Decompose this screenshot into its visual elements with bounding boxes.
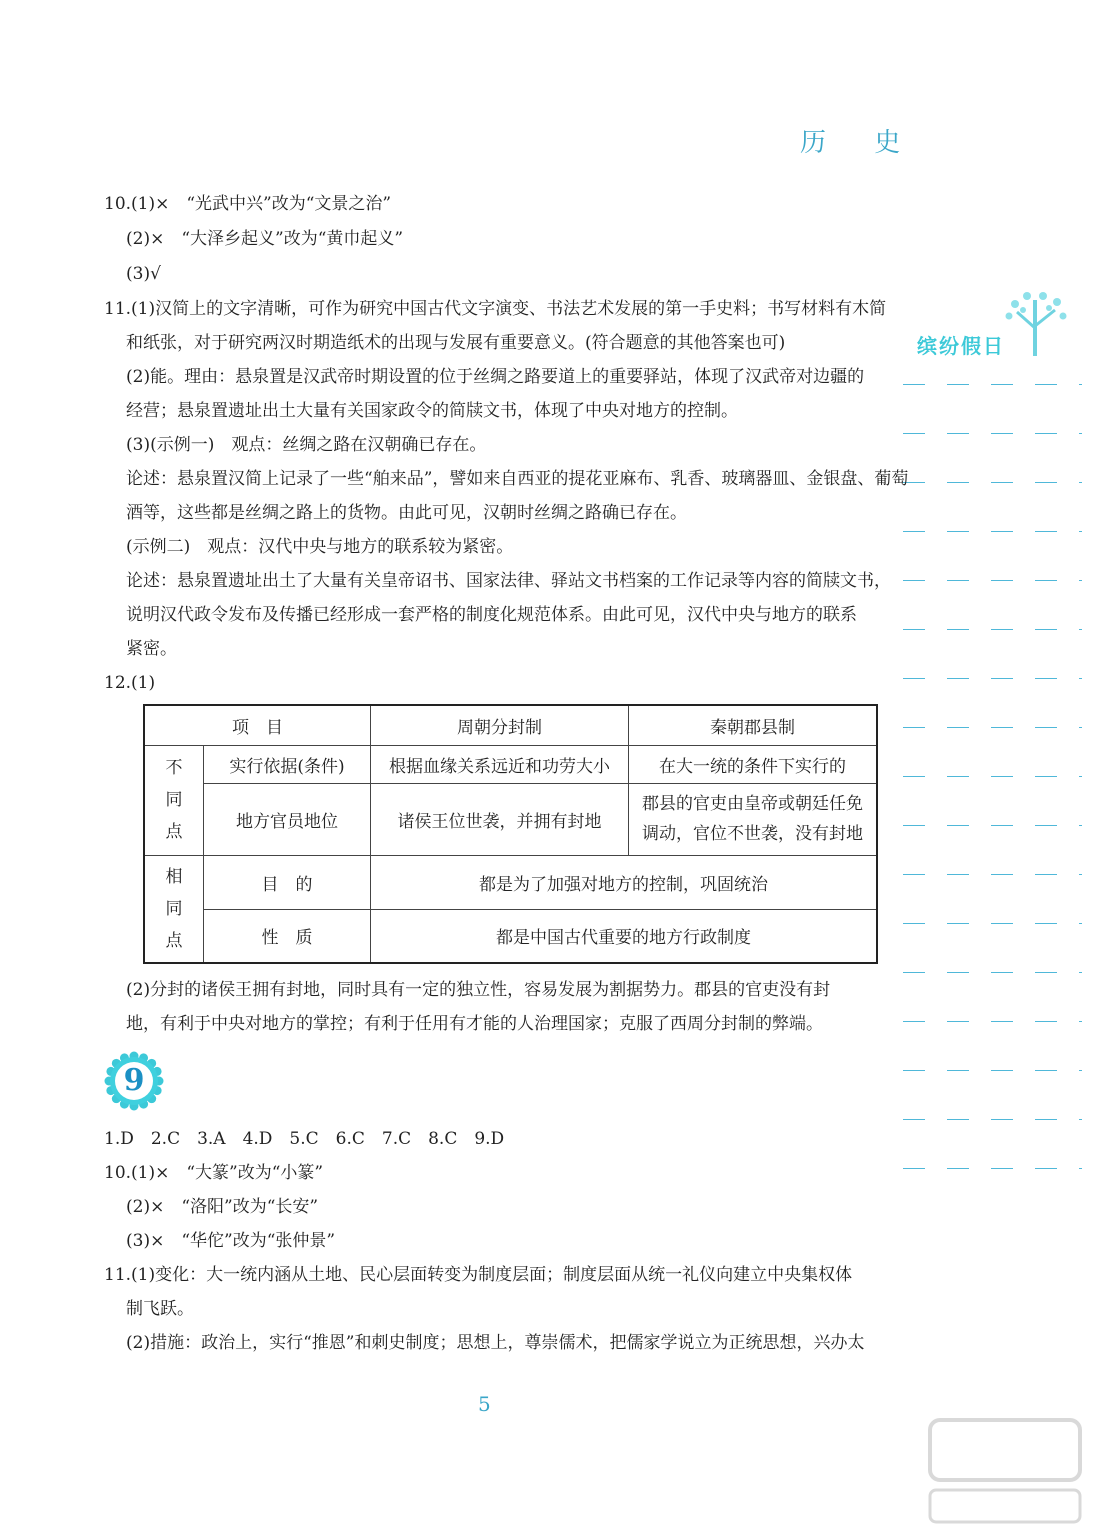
note-line: [903, 972, 1083, 974]
q11-line-5: (3)(示例一) 观点：丝绸之路在汉朝确已存在。: [126, 435, 487, 455]
row2-zhou: 诸侯王位世袭，并拥有封地: [371, 783, 629, 855]
q11-line-2: 和纸张，对于研究两汉时期造纸术的出现与发展有重要意义。(符合题意的其他答案也可): [126, 333, 786, 353]
note-line: [903, 874, 1083, 876]
note-line: [903, 531, 1083, 533]
row3-item: 目 的: [204, 855, 371, 909]
note-line: [903, 1070, 1083, 1072]
note-line: [903, 1168, 1083, 1170]
header-zhou: 周朝分封制: [371, 705, 629, 745]
row1-zhou: 根据血缘关系远近和功劳大小: [371, 745, 629, 783]
brand-text: 缤纷假日: [917, 334, 1005, 358]
q11-line-4: 经营；悬泉置遗址出土大量有关国家政令的简牍文书，体现了中央对地方的控制。: [126, 401, 738, 421]
diff-label-text: 不 同 点: [165, 758, 183, 842]
page-number: 5: [478, 1392, 491, 1416]
row4-item: 性 质: [204, 909, 371, 963]
comparison-table: [143, 704, 878, 964]
sidebar-brand: [905, 290, 1075, 360]
note-line: [903, 727, 1083, 729]
q11-line-3: (2)能。理由：悬泉置是汉武帝时期设置的位于丝绸之路要道上的重要驿站，体现了汉武帝对边疆的: [126, 367, 865, 387]
header-item: 项 目: [144, 705, 371, 745]
table-row: [144, 745, 877, 783]
table-row: [144, 783, 877, 855]
diff-label: [144, 745, 204, 855]
s9-q11-line-1: 11.(1)变化：大一统内涵从土地、民心层面转变为制度层面；制度层面从统一礼仪向建立中央集权体: [104, 1265, 853, 1285]
table-header-row: [144, 705, 877, 745]
q12-label: 12.(1): [104, 673, 156, 693]
row2-qin: 郡县的官吏由皇帝或朝廷任免调动，官位不世袭，没有封地: [629, 783, 878, 855]
s9-q11-line-3: (2)措施：政治上，实行“推恩”和刺史制度；思想上，尊崇儒术，把儒家学说立为正统思想，兴办太: [126, 1333, 865, 1353]
note-line: [903, 1021, 1083, 1023]
note-line: [903, 1119, 1083, 1121]
q12-part2-line-2: 地，有利于中央对地方的掌控；有利于任用有才能的人治理国家；克服了西周分封制的弊端。: [126, 1014, 823, 1034]
row1-item: 实行依据(条件): [204, 745, 371, 783]
section-number-badge: [104, 1051, 164, 1111]
q10-line-2: (2)× “大泽乡起义”改为“黄巾起义”: [126, 229, 404, 249]
s9-q10-line-1: 10.(1)× “大篆”改为“小篆”: [104, 1163, 324, 1183]
q11-line-11: 紧密。: [126, 639, 177, 659]
row2-item: 地方官员地位: [204, 783, 371, 855]
table-row: [144, 855, 877, 909]
s9-q11-line-2: 制飞跃。: [126, 1299, 194, 1319]
note-line: [903, 776, 1083, 778]
q11-line-7: 酒等，这些都是丝绸之路上的货物。由此可见，汉朝时丝绸之路确已存在。: [126, 503, 687, 523]
q10-line-3: (3)√: [126, 264, 161, 284]
table-row: [144, 909, 877, 963]
s9-q10-line-3: (3)× “华佗”改为“张仲景”: [126, 1231, 336, 1251]
q11-line-9: 论述：悬泉置遗址出土了大量有关皇帝诏书、国家法律、驿站文书档案的工作记录等内容的简牍文书，: [126, 571, 891, 591]
note-line: [903, 923, 1083, 925]
q11-line-6: 论述：悬泉置汉简上记录了一些“舶来品”，譬如来自西亚的提花亚麻布、乳香、玻璃器皿、金银盘、葡萄: [126, 469, 909, 489]
note-line: [903, 629, 1083, 631]
q11-line-1: 11.(1)汉简上的文字清晰，可作为研究中国古代文字演变、书法艺术发展的第一手史料；书写材料有木简: [104, 299, 887, 319]
note-line: [903, 678, 1083, 680]
s9-q10-line-2: (2)× “洛阳”改为“长安”: [126, 1197, 319, 1217]
subject-title: 历 史: [800, 128, 921, 158]
q11-line-10: 说明汉代政令发布及传播已经形成一套严格的制度化规范体系。由此可见，汉代中央与地方的联系: [126, 605, 857, 625]
note-line: [903, 580, 1083, 582]
row1-qin: 在大一统的条件下实行的: [629, 745, 878, 783]
note-line: [903, 482, 1083, 484]
note-line: [903, 384, 1083, 386]
row3-val: 都是为了加强对地方的控制，巩固统治: [371, 855, 878, 909]
s9-choices: 1.D 2.C 3.A 4.D 5.C 6.C 7.C 8.C 9.D: [104, 1129, 505, 1149]
note-line: [903, 825, 1083, 827]
watermark-logo: [920, 1410, 1090, 1530]
section-number: 9: [123, 1063, 145, 1098]
note-line: [903, 433, 1083, 435]
q10-line-1: 10.(1)× “光武中兴”改为“文景之治”: [104, 194, 392, 214]
same-label-text: 相 同 点: [165, 866, 183, 951]
same-label: [144, 855, 204, 963]
q11-line-8: (示例二) 观点：汉代中央与地方的联系较为紧密。: [126, 537, 514, 557]
header-qin: 秦朝郡县制: [629, 705, 878, 745]
q12-part2-line-1: (2)分封的诸侯王拥有封地，同时具有一定的独立性，容易发展为割据势力。郡县的官吏没有封: [126, 980, 831, 1000]
row4-val: 都是中国古代重要的地方行政制度: [371, 909, 878, 963]
